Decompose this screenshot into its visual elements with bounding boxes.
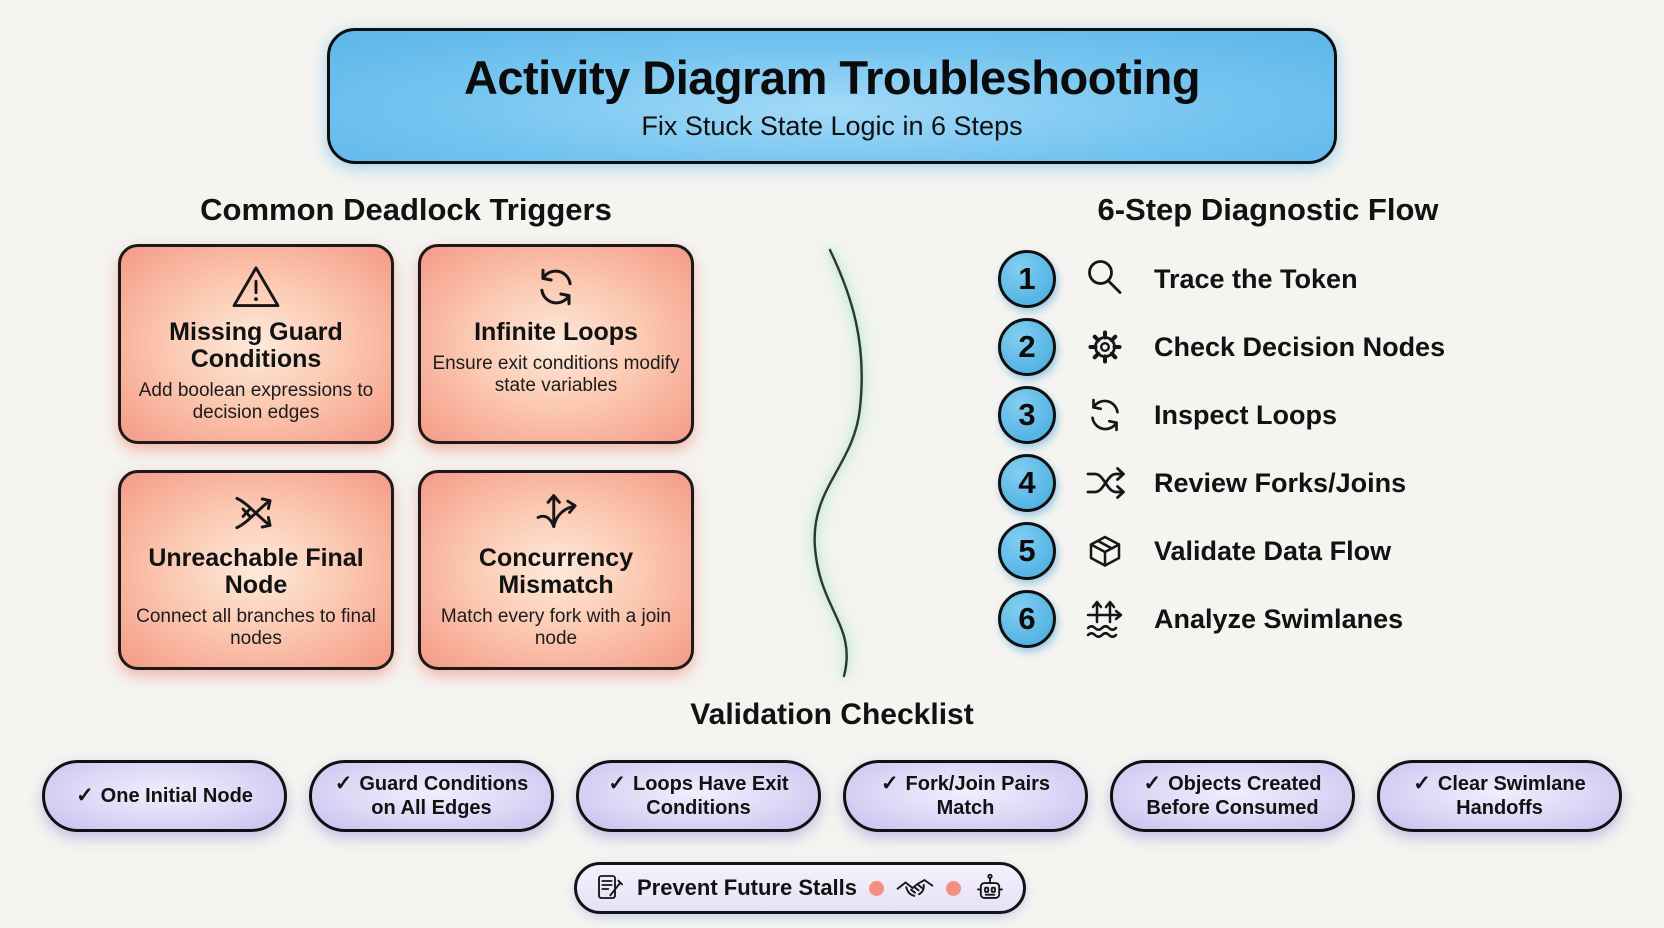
- step-label: Validate Data Flow: [1154, 535, 1392, 566]
- trigger-card-description: Match every fork with a join node: [440, 606, 672, 650]
- checklist-pill-guard-conditions: [309, 760, 554, 832]
- check-icon: ✓: [1413, 772, 1431, 796]
- magnifier-icon: [1080, 254, 1130, 304]
- pill-label: One Initial Node: [100, 784, 253, 807]
- pill-text: [324, 772, 539, 819]
- check-icon: ✓: [334, 772, 353, 796]
- trigger-card-description: Connect all branches to final nodes: [136, 606, 376, 650]
- trigger-card-title: Infinite Loops: [474, 318, 638, 346]
- step-number-badge: 4: [998, 454, 1056, 512]
- trigger-card-title: Concurrency Mismatch: [478, 544, 634, 599]
- diagnostic-flow-section: [962, 192, 1574, 658]
- pill-label: Fork/Join Pairs Match: [905, 773, 1051, 819]
- trigger-card-unreachable-final: [118, 470, 394, 670]
- trigger-card-concurrency-mismatch: [418, 470, 694, 670]
- salmon-dot: [946, 881, 961, 896]
- trigger-card-grid: [118, 244, 694, 670]
- warning-icon: [229, 259, 283, 315]
- pill-text: [858, 772, 1073, 819]
- step-number-badge: 2: [998, 318, 1056, 376]
- gear-icon: [1080, 322, 1130, 372]
- diagnostic-step-6: [998, 590, 1574, 648]
- footer-label: Prevent Future Stalls: [636, 875, 858, 900]
- unreachable-icon: [229, 485, 283, 541]
- step-number-badge: 5: [998, 522, 1056, 580]
- step-label: Review Forks/Joins: [1154, 467, 1407, 498]
- fork-branch-icon: [529, 485, 583, 541]
- robot-icon: [973, 871, 1007, 905]
- checklist-pill-initial-node: [42, 760, 287, 832]
- triggers-heading: Common Deadlock Triggers: [200, 192, 612, 227]
- diagnostics-heading: 6-Step Diagnostic Flow: [1097, 192, 1439, 227]
- trigger-card-description: Ensure exit conditions modify state variables: [432, 353, 680, 397]
- pill-label: Loops Have Exit Conditions: [633, 773, 789, 819]
- pill-label: Objects Created Before Consumed: [1146, 773, 1322, 819]
- step-number-badge: 3: [998, 386, 1056, 444]
- pill-text: [1125, 772, 1340, 819]
- handshake-icon: [896, 873, 934, 903]
- shuffle-icon: [1080, 458, 1130, 508]
- header-banner: [327, 28, 1337, 164]
- pill-text: [76, 784, 253, 808]
- step-label: Check Decision Nodes: [1154, 331, 1446, 362]
- checklist-pill-objects-created: [1110, 760, 1355, 832]
- prevent-stalls-banner: [574, 862, 1026, 914]
- step-number-badge: 6: [998, 590, 1056, 648]
- page-subtitle: Fix Stuck State Logic in 6 Steps: [641, 111, 1023, 141]
- trigger-card-title: Missing Guard Conditions: [169, 318, 343, 373]
- memo-icon: [593, 872, 625, 904]
- checklist-pill-swimlane-handoffs: [1377, 760, 1622, 832]
- salmon-dot: [869, 881, 884, 896]
- pill-label: Clear Swimlane Handoffs: [1437, 773, 1586, 819]
- step-label: Trace the Token: [1154, 263, 1358, 294]
- infinite-loop-icon: [530, 259, 582, 315]
- step-label: Inspect Loops: [1154, 399, 1338, 430]
- trigger-card-missing-guard: [118, 244, 394, 444]
- deadlock-triggers-section: [118, 192, 694, 670]
- diagnostic-step-1: [998, 250, 1574, 308]
- check-icon: ✓: [76, 783, 94, 807]
- trigger-card-description: Add boolean expressions to decision edges: [138, 380, 374, 424]
- pill-label: Guard Conditions on All Edges: [359, 773, 529, 819]
- check-icon: ✓: [880, 772, 899, 796]
- loop-icon: [1080, 390, 1130, 440]
- wavy-divider: [758, 248, 908, 678]
- step-label: Analyze Swimlanes: [1154, 603, 1404, 634]
- diagnostic-step-2: [998, 318, 1574, 376]
- check-icon: ✓: [1143, 772, 1162, 796]
- page-title: Activity Diagram Troubleshooting: [463, 51, 1201, 104]
- checklist-pill-loop-exits: [576, 760, 821, 832]
- checklist-pill-row: [42, 760, 1622, 832]
- diagnostic-step-5: [998, 522, 1574, 580]
- trigger-card-title: Unreachable Final Node: [148, 544, 364, 599]
- check-icon: ✓: [608, 772, 626, 796]
- step-number-badge: 1: [998, 250, 1056, 308]
- checklist-heading: Validation Checklist: [690, 698, 974, 731]
- pill-text: [1392, 772, 1607, 819]
- diagnostic-step-4: [998, 454, 1574, 512]
- diagnostic-step-3: [998, 386, 1574, 444]
- swimlane-icon: [1080, 594, 1130, 644]
- trigger-card-infinite-loops: [418, 244, 694, 444]
- pill-text: [591, 772, 806, 819]
- checklist-pill-fork-join: [843, 760, 1088, 832]
- package-icon: [1080, 526, 1130, 576]
